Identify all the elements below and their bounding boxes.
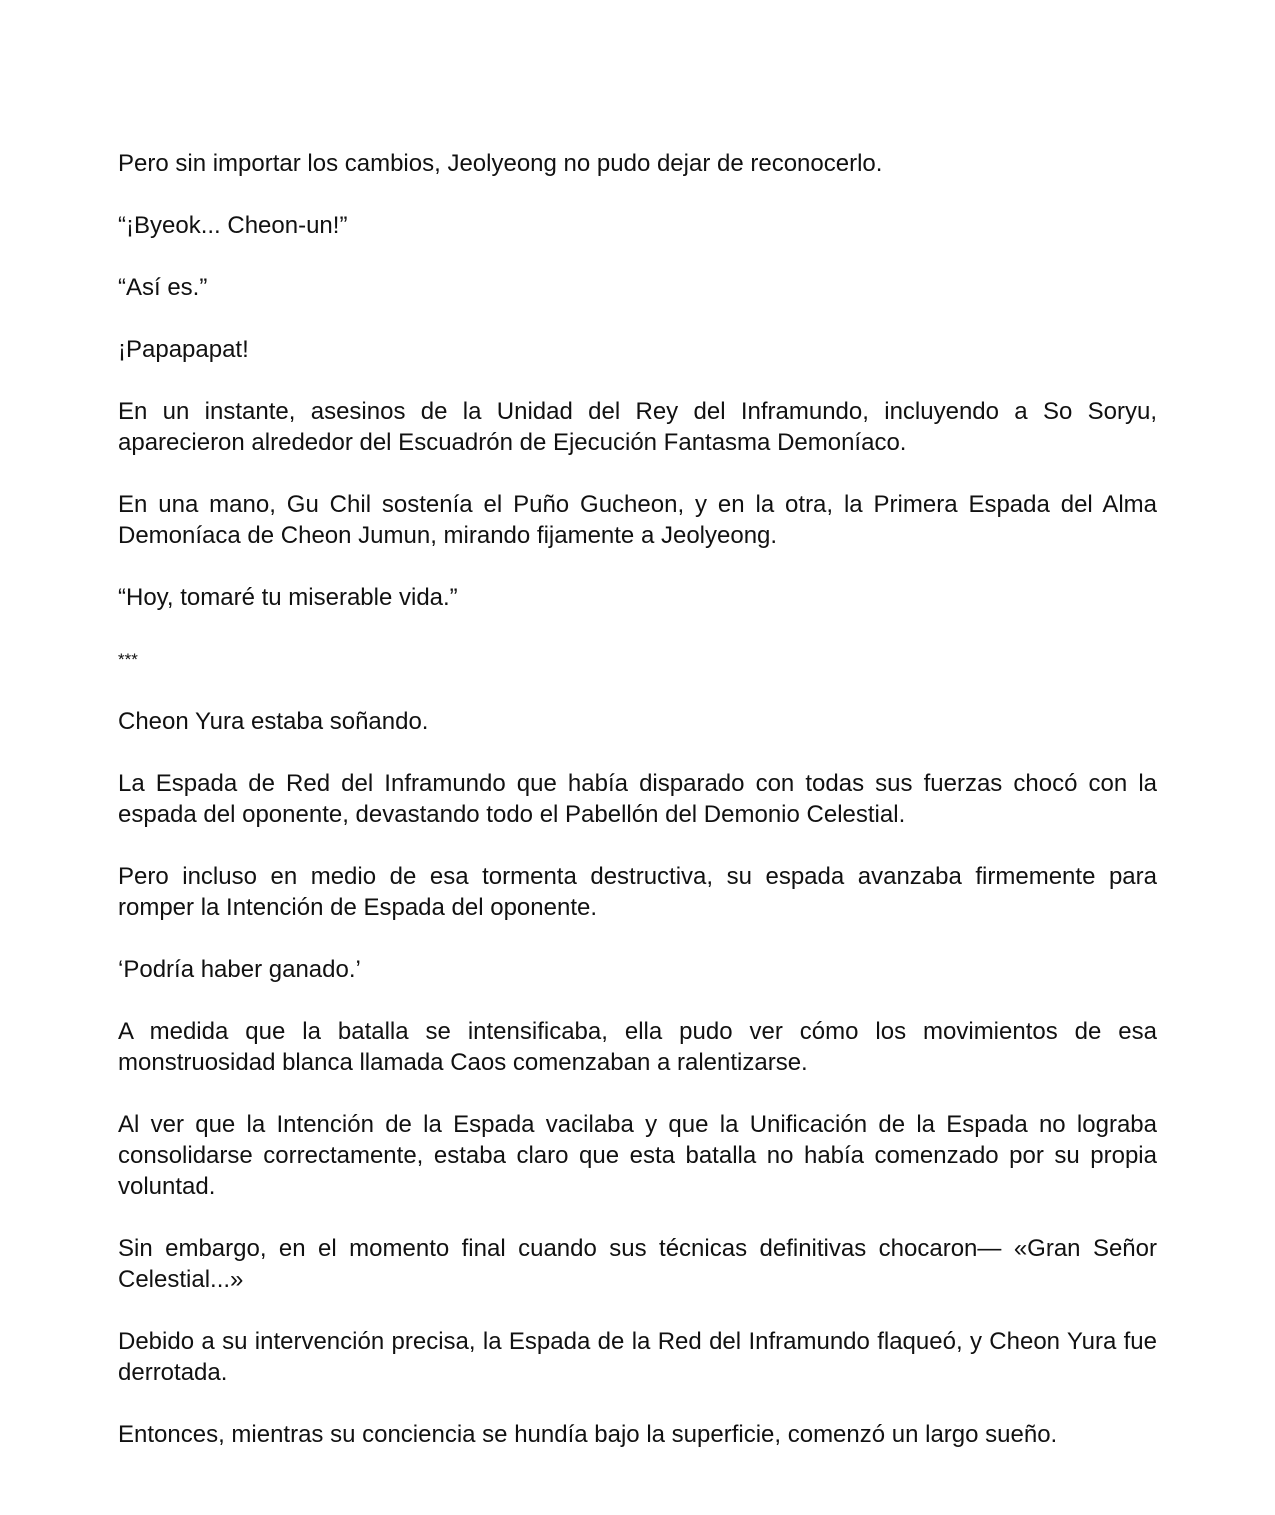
paragraph: A medida que la batalla se intensificaba, ella pudo ver cómo los movimientos de esa monstruosidad blanca llamada Caos comenzaban a ralentizarse. bbox=[118, 1018, 1157, 1076]
dialogue-line: “¡Byeok... Cheon-un!” bbox=[118, 212, 348, 239]
paragraph: La Espada de Red del Inframundo que había disparado con todas sus fuerzas chocó con la espada del oponente, devastando todo el Pabellón del Demonio Celestial. bbox=[118, 770, 1157, 828]
paragraph: Cheon Yura estaba soñando. bbox=[118, 708, 429, 735]
document-page bbox=[118, 148, 1157, 1450]
paragraph: Entonces, mientras su conciencia se hundía bajo la superficie, comenzó un largo sueño. bbox=[118, 1421, 1058, 1448]
paragraph: Pero sin importar los cambios, Jeolyeong no pudo dejar de reconocerlo. bbox=[118, 150, 883, 177]
thought-line: ‘Podría haber ganado.’ bbox=[118, 956, 361, 983]
paragraph: En un instante, asesinos de la Unidad del Rey del Inframundo, incluyendo a So Soryu, aparecieron alrededor del Escuadrón de Ejecución Fantasma Demoníaco. bbox=[118, 398, 1157, 456]
paragraph: En una mano, Gu Chil sostenía el Puño Gucheon, y en la otra, la Primera Espada del Alma Demoníaca de Cheon Jumun, mirando fijamente a Jeolyeong. bbox=[118, 491, 1157, 549]
paragraph: Sin embargo, en el momento final cuando sus técnicas definitivas chocaron— «Gran Señor Celestial...» bbox=[118, 1235, 1157, 1293]
paragraph: Pero incluso en medio de esa tormenta destructiva, su espada avanzaba firmemente para romper la Intención de Espada del oponente. bbox=[118, 863, 1157, 921]
sound-effect-line: ¡Papapapat! bbox=[118, 336, 249, 363]
dialogue-line: “Así es.” bbox=[118, 274, 208, 301]
paragraph: Debido a su intervención precisa, la Espada de la Red del Inframundo flaqueó, y Cheon Yura fue derrotada. bbox=[118, 1328, 1157, 1386]
paragraph: Al ver que la Intención de la Espada vacilaba y que la Unificación de la Espada no lograba consolidarse correctamente, estaba claro que esta batalla no había comenzado por su propia voluntad. bbox=[118, 1111, 1157, 1200]
scene-separator: *** bbox=[118, 650, 138, 669]
dialogue-line: “Hoy, tomaré tu miserable vida.” bbox=[118, 584, 458, 611]
